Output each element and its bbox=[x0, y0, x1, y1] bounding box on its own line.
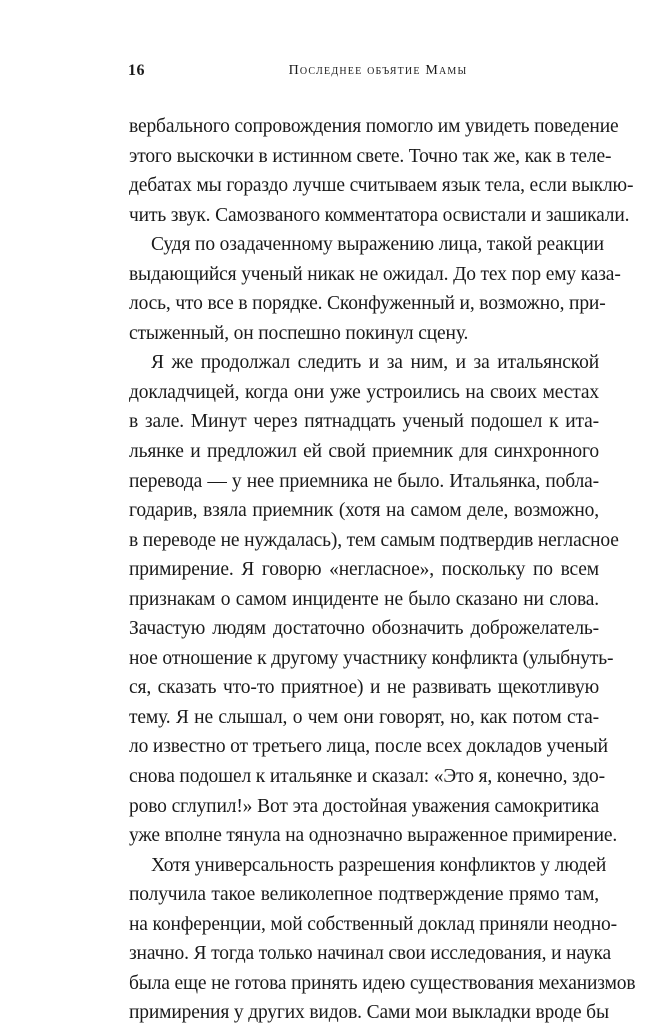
text-line: льянке и предложил ей свой приемник для синхронного bbox=[129, 441, 599, 463]
text-line: на конференции, мой собственный доклад приняли неодно- bbox=[129, 913, 617, 935]
text-line: ло известно от третьего лица, после всех докладов ученый bbox=[129, 736, 608, 758]
text-line: рово сглупил!» Вот эта достойная уважения самокритика bbox=[129, 795, 599, 817]
text-line: была еще не готова принять идею существования механизмов bbox=[129, 972, 636, 994]
book-title: Последнее объятие Мамы bbox=[288, 63, 468, 78]
text-line: значно. Я тогда только начинал свои исследования, и наука bbox=[129, 943, 612, 965]
body-text bbox=[129, 112, 636, 1028]
running-head bbox=[128, 62, 598, 84]
text-line: в зале. Минут через пятнадцать ученый подошел к ита- bbox=[129, 411, 599, 433]
text-line: примирение. Я говорю «негласное», поскольку по всем bbox=[129, 559, 599, 581]
text-line: этого выскочки в истинном свете. Точно так же, как в теле- bbox=[129, 145, 612, 167]
text-line: ное отношение к другому участнику конфликта (улыбнуть- bbox=[129, 647, 614, 669]
text-line: дебатах мы гораздо лучше считываем язык тела, если выклю- bbox=[129, 175, 634, 197]
text-line: вербального сопровождения помогло им увидеть поведение bbox=[129, 116, 619, 137]
text-line: Зачастую людям достаточно обозначить доброжелатель- bbox=[129, 618, 599, 640]
text-line: признакам о самом инциденте не было сказано ни слова. bbox=[129, 588, 599, 610]
text-line: Хотя универсальность разрешения конфликтов у людей bbox=[151, 854, 607, 876]
text-line: Я же продолжал следить и за ним, и за итальянской bbox=[151, 352, 599, 374]
text-line: уже вполне тянула на однозначно выраженное примирение. bbox=[129, 825, 618, 847]
text-line: выдающийся ученый никак не ожидал. До тех пор ему каза- bbox=[129, 263, 621, 285]
text-line: годарив, взяла приемник (хотя на самом деле, возможно, bbox=[129, 500, 599, 522]
text-line: докладчицей, когда они уже устроились на своих местах bbox=[129, 381, 599, 403]
text-line: Судя по озадаченному выражению лица, такой реакции bbox=[151, 234, 604, 256]
text-line: стыженный, он поспешно покинул сцену. bbox=[129, 322, 469, 344]
text-line: перевода — у нее приемника не было. Итальянка, побла- bbox=[129, 470, 599, 492]
text-line: тему. Я не слышал, о чем они говорят, но, как потом ста- bbox=[129, 706, 599, 728]
text-line: чить звук. Самозваного комментатора освистали и зашикали. bbox=[129, 204, 630, 226]
text-line: лось, что все в порядке. Сконфуженный и, возможно, при- bbox=[129, 293, 606, 315]
text-line: ся, сказать что-то приятное) и не развивать щекотливую bbox=[129, 677, 599, 699]
text-line: примирения у других видов. Сами мои выкладки вроде бы bbox=[129, 1002, 609, 1024]
text-line: в переводе не нуждалась), тем самым подтвердив негласное bbox=[129, 529, 619, 551]
text-line: получила такое великолепное подтверждение прямо там, bbox=[129, 884, 599, 906]
page-number: 16 bbox=[128, 62, 145, 79]
text-line: снова подошел к итальянке и сказал: «Это я, конечно, здо- bbox=[129, 766, 605, 788]
